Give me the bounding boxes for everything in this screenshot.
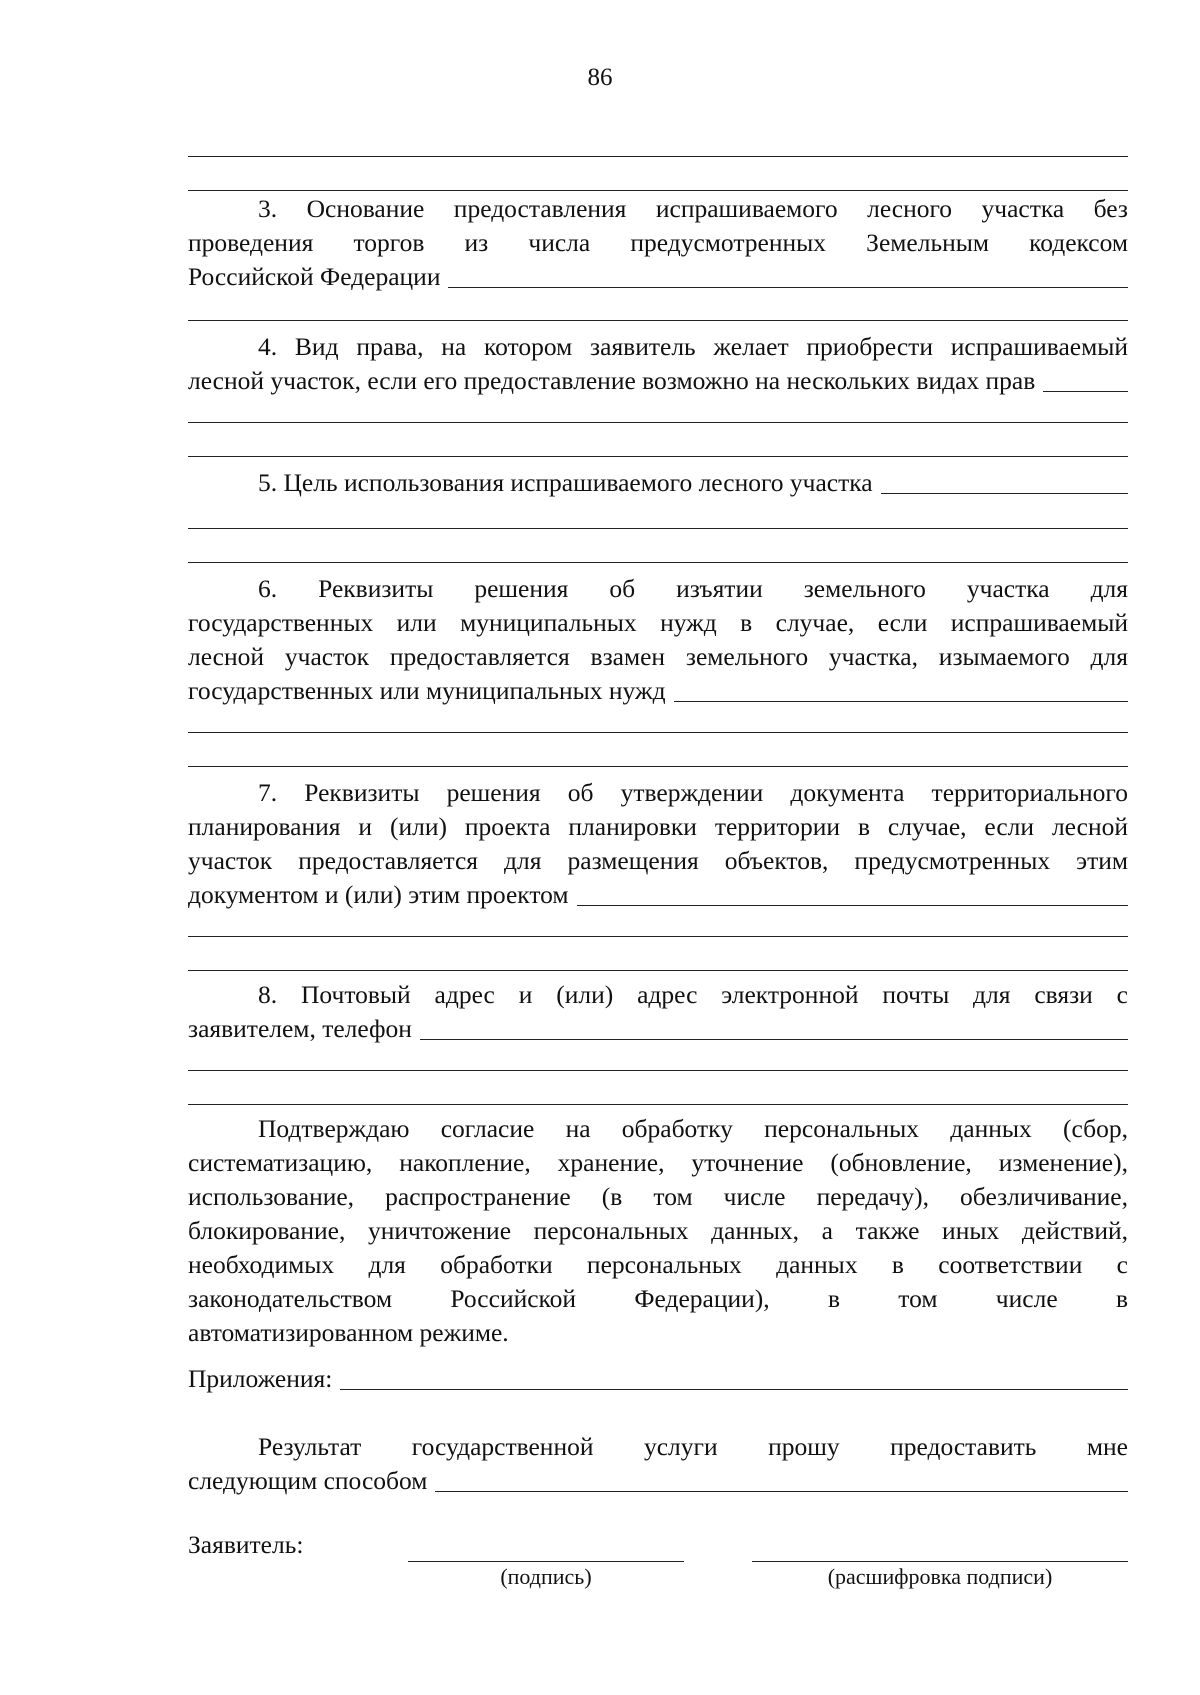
item-5-input-line[interactable] (881, 493, 1128, 494)
consent-line-2: систематизацию, накопление, хранение, уточнение (обновление, изменение), (188, 1148, 1128, 1177)
item-8-line-2: заявителем, телефон (188, 1014, 412, 1043)
blank-line[interactable] (188, 1104, 1128, 1105)
result-input-line[interactable] (435, 1491, 1128, 1492)
applicant-label: Заявитель: (188, 1530, 304, 1559)
item-6-line-1: 6. Реквизиты решения об изъятии земельного участка для (258, 574, 1128, 603)
item-6-input-line[interactable] (674, 701, 1128, 702)
consent-paragraph (188, 1112, 1128, 1350)
blank-line[interactable] (188, 456, 1128, 457)
item-7-field-row (188, 878, 1128, 912)
item-7-line-1: 7. Реквизиты решения об утверждении документа территориального (258, 778, 1128, 807)
consent-line-6: законодательством Российской Федерации), в том числе в (188, 1284, 1128, 1313)
blank-line[interactable] (188, 422, 1128, 423)
result-field-row (188, 1464, 1128, 1498)
item-3-text (188, 192, 1128, 260)
consent-line-5: необходимых для обработки персональных данных в соответствии с (188, 1250, 1128, 1279)
item-7-line-4: документом и (или) этим проектом (188, 880, 569, 909)
item-3-input-line[interactable] (448, 287, 1128, 288)
item-8-field-row (188, 1012, 1128, 1046)
blank-line[interactable] (188, 1070, 1128, 1071)
blank-line[interactable] (188, 528, 1128, 529)
consent-line-1: Подтверждаю согласие на обработку персональных данных (сбор, (258, 1114, 1128, 1143)
item-7-line-2: планирования и (или) проекта планировки территории в случае, если лесной (188, 812, 1128, 841)
blank-line[interactable] (188, 766, 1128, 767)
item-8-input-line[interactable] (420, 1039, 1128, 1040)
item-6-line-2: государственных или муниципальных нужд в случае, если испрашиваемый (188, 608, 1128, 637)
page-number: 86 (587, 64, 613, 91)
item-6-field-row (188, 674, 1128, 708)
item-8-line-1: 8. Почтовый адрес и (или) адрес электронной почты для связи с (258, 980, 1128, 1009)
item-5-field-row (188, 466, 1128, 500)
item-5-line-1: 5. Цель использования испрашиваемого лесного участка (258, 468, 873, 497)
item-6-line-3: лесной участок предоставляется взамен земельного участка, изымаемого для (188, 642, 1128, 671)
blank-line[interactable] (188, 156, 1128, 157)
item-7-text (188, 776, 1128, 878)
item-4-line-2: лесной участок, если его предоставление возможно на нескольких видах прав (188, 366, 1036, 395)
attachments-input-line[interactable] (340, 1389, 1128, 1390)
consent-line-3: использование, распространение (в том числе передачу), обезличивание, (188, 1182, 1128, 1211)
blank-line[interactable] (188, 562, 1128, 563)
blank-line[interactable] (188, 320, 1128, 321)
item-6-line-4: государственных или муниципальных нужд (188, 676, 666, 705)
item-6-text (188, 572, 1128, 674)
blank-line[interactable] (188, 970, 1128, 971)
signature-decoding-caption: (расшифровка подписи) (827, 1564, 1053, 1589)
result-line-2: следующим способом (188, 1466, 428, 1495)
item-4-input-line[interactable] (1043, 391, 1128, 392)
result-line-1: Результат государственной услуги прошу предоставить мне (258, 1432, 1128, 1461)
item-3-line-2: проведения торгов из числа предусмотренных Земельным кодексом (188, 228, 1128, 257)
item-3-line-1: 3. Основание предоставления испрашиваемого лесного участка без (258, 194, 1128, 223)
item-7-input-line[interactable] (577, 905, 1128, 906)
item-3-field-row (188, 260, 1128, 294)
blank-line[interactable] (188, 190, 1128, 191)
item-4-line-1: 4. Вид права, на котором заявитель желает приобрести испрашиваемый (258, 332, 1128, 361)
item-4-field-row (188, 364, 1128, 398)
result-text (188, 1430, 1128, 1464)
signature-input-line[interactable] (408, 1561, 684, 1562)
item-7-line-3: участок предоставляется для размещения объектов, предусмотренных этим (188, 846, 1128, 875)
attachments-label: Приложения: (188, 1364, 333, 1393)
blank-line[interactable] (188, 732, 1128, 733)
attachments-row (188, 1362, 1128, 1396)
item-3-line-3: Российской Федерации (188, 262, 441, 291)
consent-line-4: блокирование, уничтожение персональных данных, а также иных действий, (188, 1216, 1128, 1245)
consent-line-7: автоматизированном режиме. (188, 1318, 509, 1347)
signature-decoding-input-line[interactable] (752, 1561, 1128, 1562)
item-4-text (188, 330, 1128, 364)
blank-line[interactable] (188, 936, 1128, 937)
item-8-text (188, 978, 1128, 1012)
signature-caption: (подпись) (500, 1564, 592, 1589)
